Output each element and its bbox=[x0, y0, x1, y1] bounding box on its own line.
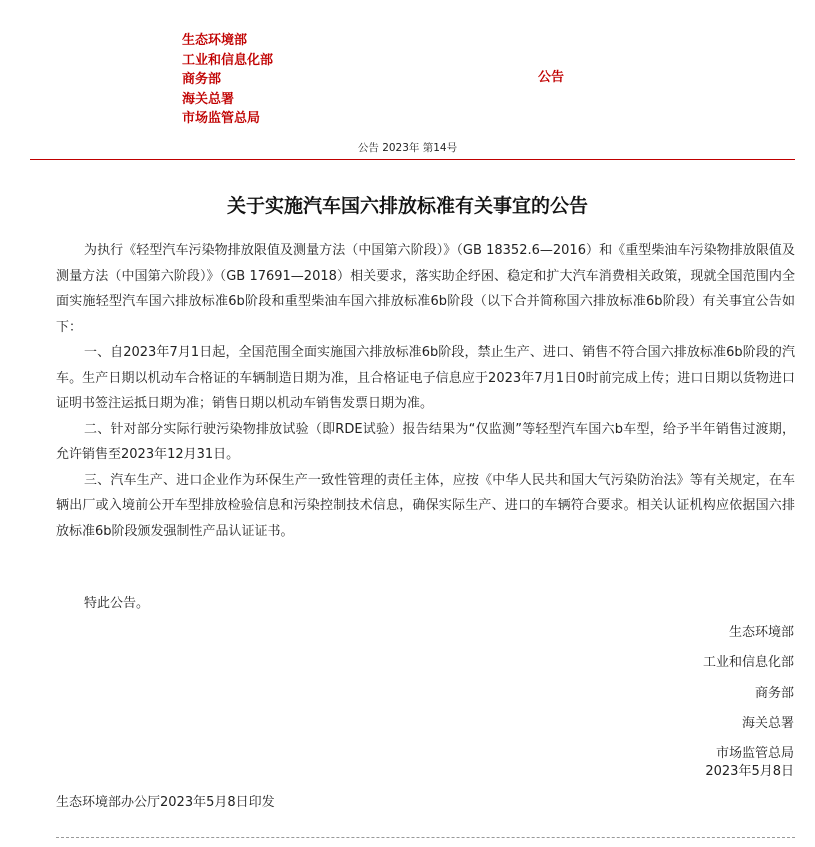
printed-by-line: 生态环境部办公厅2023年5月8日印发 bbox=[56, 795, 275, 810]
signature-name: 海关总署 bbox=[741, 715, 794, 731]
document-type: 公告 bbox=[538, 70, 565, 85]
header-divider bbox=[30, 159, 795, 160]
announcement-body bbox=[56, 238, 795, 544]
issuer-name: 海关总署 bbox=[182, 91, 235, 107]
body-paragraph: 为执行《轻型汽车污染物排放限值及测量方法（中国第六阶段）》（GB 18352.6—2016）和《重型柴油车污染物排放限值及测量方法（中国第六阶段）》（GB 17691—2018）相关要求，落实助企纾困、稳定和扩大汽车消费相关政策，现就全国范围内全面实施轻型汽车国六排放标准6b阶段和重型柴油车国六排放标准6b阶段（以下合并简称国六排放标准6b阶段）有关事宜公告如下： bbox=[56, 243, 795, 335]
body-paragraph: 二、针对部分实际行驶污染物排放试验（即RDE试验）报告结果为“仅监测”等轻型汽车国六b车型，给予半年销售过渡期，允许销售至2023年12月31日。 bbox=[56, 421, 795, 462]
issuer-name: 生态环境部 bbox=[182, 33, 248, 48]
issuer-name: 市场监管总局 bbox=[182, 111, 261, 127]
signature-name: 生态环境部 bbox=[728, 625, 794, 640]
issuer-name: 商务部 bbox=[182, 72, 222, 88]
body-paragraph: 三、汽车生产、进口企业作为环保生产一致性管理的责任主体，应按《中华人民共和国大气污染防治法》等有关规定，在车辆出厂或入境前公开车型排放检验信息和污染控制技术信息，确保实际生产、进口的车辆符合要求。相关认证机构应依据国六排放标准6b阶段颁发强制性产品认证证书。 bbox=[56, 472, 795, 539]
signature-list bbox=[703, 618, 794, 769]
document-number: 公告 2023年 第14号 bbox=[357, 142, 458, 154]
page-title: 关于实施汽车国六排放标准有关事宜的公告 bbox=[226, 195, 588, 217]
signature-name: 商务部 bbox=[754, 685, 794, 701]
footer-divider bbox=[56, 837, 795, 838]
closing-line: 特此公告。 bbox=[84, 596, 150, 611]
issuer-name: 工业和信息化部 bbox=[182, 52, 274, 68]
signature-date: 2023年5月8日 bbox=[705, 764, 794, 779]
signature-name: 市场监管总局 bbox=[715, 746, 794, 762]
issuer-list bbox=[182, 31, 273, 129]
body-paragraph: 一、自2023年7月1日起，全国范围全面实施国六排放标准6b阶段，禁止生产、进口、销售不符合国六排放标准6b阶段的汽车。生产日期以机动车合格证的车辆制造日期为准，且合格证电子信息应于2023年7月1日0时前完成上传；进口日期以货物进口证明书签注运抵日期为准；销售日期以机动车销售发票日期为准。 bbox=[56, 345, 795, 411]
signature-name: 工业和信息化部 bbox=[702, 655, 794, 671]
